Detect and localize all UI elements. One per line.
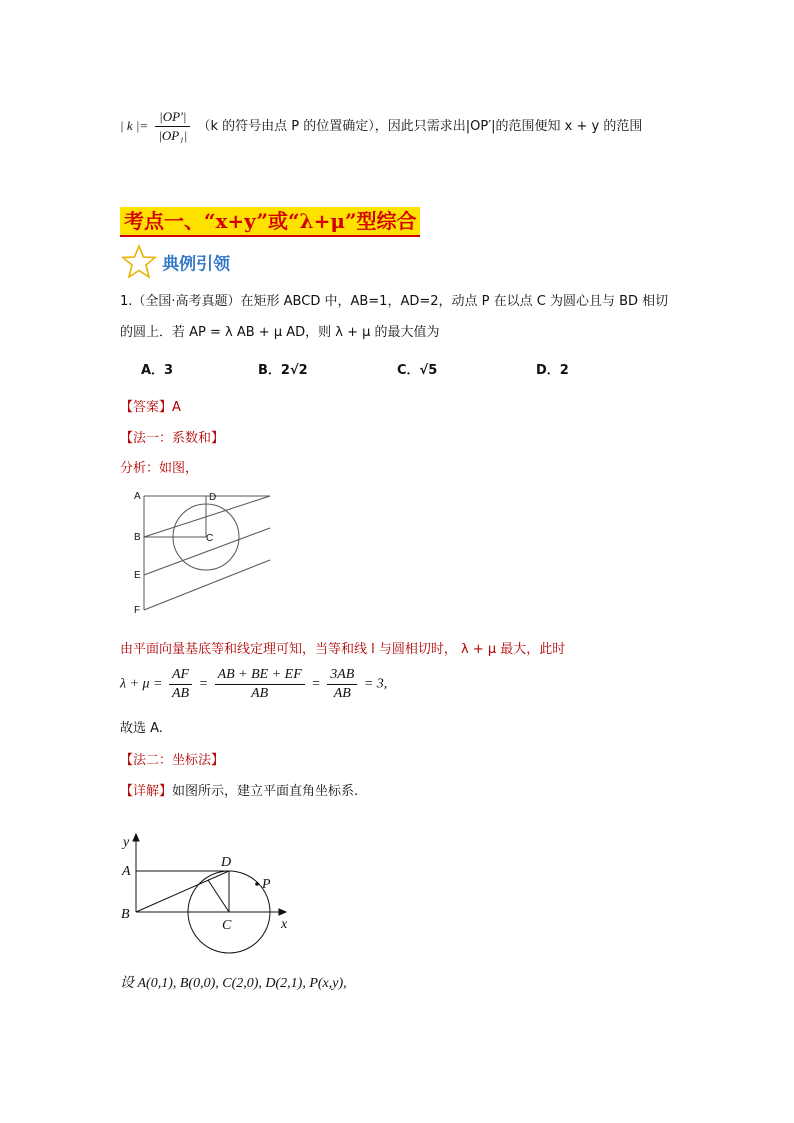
answer-label: 【答案】 [120, 400, 173, 415]
fig1-label-c: C [206, 533, 214, 544]
subtitle-text: 典例引领 [162, 254, 231, 275]
analysis-label: 分析：如图， [120, 461, 199, 476]
fig2-y-arrow [133, 834, 139, 841]
detail-label: 【详解】 [120, 784, 173, 799]
eq-frac-2-den: AB [251, 686, 269, 701]
eq-frac-1-den: AB [172, 686, 190, 701]
eq-equals-2: = [311, 676, 321, 692]
fig1-label-a: A [134, 491, 141, 502]
method1-label: 【法一：系数和】 [120, 431, 225, 446]
fig1-label-d: D [209, 492, 217, 503]
figure-2 [116, 826, 296, 958]
fig2-label-a: A [122, 864, 131, 879]
problem-line-1: 1.（全国·高考真题）在矩形 ABCD 中，AB=1，AD=2，动点 P 在以点 C 为圆心且与 BD 相切 [120, 294, 669, 309]
fig2-label-c: C [222, 918, 232, 933]
eq-frac-1-num: AF [169, 666, 192, 685]
answer-value: A [172, 400, 181, 415]
eq-result: = 3, [363, 676, 388, 692]
intro-line [120, 108, 642, 145]
fig2-label-y: y [123, 835, 130, 850]
problem-line-2: 的圆上．若 AP = λ AB + μ AD，则 λ + μ 的最大值为 [120, 325, 440, 340]
fig2-label-p: P [262, 877, 271, 892]
eq-frac-3 [327, 666, 357, 703]
section-title [120, 207, 420, 237]
intro-note: （k 的符号由点 P 的位置确定），因此只需求出|OP′|的范围便知 x + y 的范围 [197, 119, 643, 134]
fig2-x-arrow [279, 909, 286, 915]
option-a: A．3 [141, 363, 174, 378]
detail-row [120, 780, 358, 799]
coords-line: 设 A(0,1), B(0,0), C(2,0), D(2,1), P(x,y), [120, 976, 347, 991]
fig1-label-f: F [134, 605, 141, 616]
eq-frac-1 [169, 666, 192, 703]
fig2-label-b: B [121, 907, 130, 922]
fig2-label-x: x [281, 917, 288, 932]
conclusion: 故选 A. [120, 721, 163, 736]
method2-label: 【法二：坐标法】 [120, 753, 225, 768]
fraction-denominator: |OP₁| [158, 128, 188, 143]
eq-frac-3-num: 3AB [327, 666, 357, 685]
explanation-line: 由平面向量基底等和线定理可知，当等和线 l 与圆相切时， λ + μ 最大，此时 [120, 642, 566, 657]
fraction-numerator: |OP′| [155, 108, 190, 127]
fig1-label-b: B [134, 532, 141, 543]
equation [120, 666, 387, 703]
fig1-label-e: E [134, 570, 141, 581]
option-b: B．2√2 [258, 363, 308, 378]
figure-1 [128, 488, 278, 616]
fig2-point-p [255, 882, 259, 886]
eq-lhs: λ + μ = [120, 676, 163, 692]
eq-equals-1: = [198, 676, 209, 692]
k-abs: | k |= [120, 118, 149, 133]
answer-row [120, 396, 181, 415]
eq-frac-2 [215, 666, 305, 703]
eq-frac-2-num: AB + BE + EF [215, 666, 305, 685]
star-icon [120, 244, 158, 280]
fig1-bd-diagonal [144, 496, 270, 537]
fig2-label-d: D [221, 855, 232, 870]
option-d: D．2 [536, 363, 569, 378]
subtitle-row [120, 244, 230, 280]
detail-text: 如图所示，建立平面直角坐标系. [172, 784, 359, 799]
section-title-text: 考点一、“x+y”或“λ+μ”型综合 [124, 209, 417, 233]
option-c: C．√5 [397, 363, 438, 378]
intro-fraction [155, 108, 190, 145]
eq-frac-3-den: AB [333, 686, 351, 701]
fig2-radius-segment [208, 880, 229, 912]
